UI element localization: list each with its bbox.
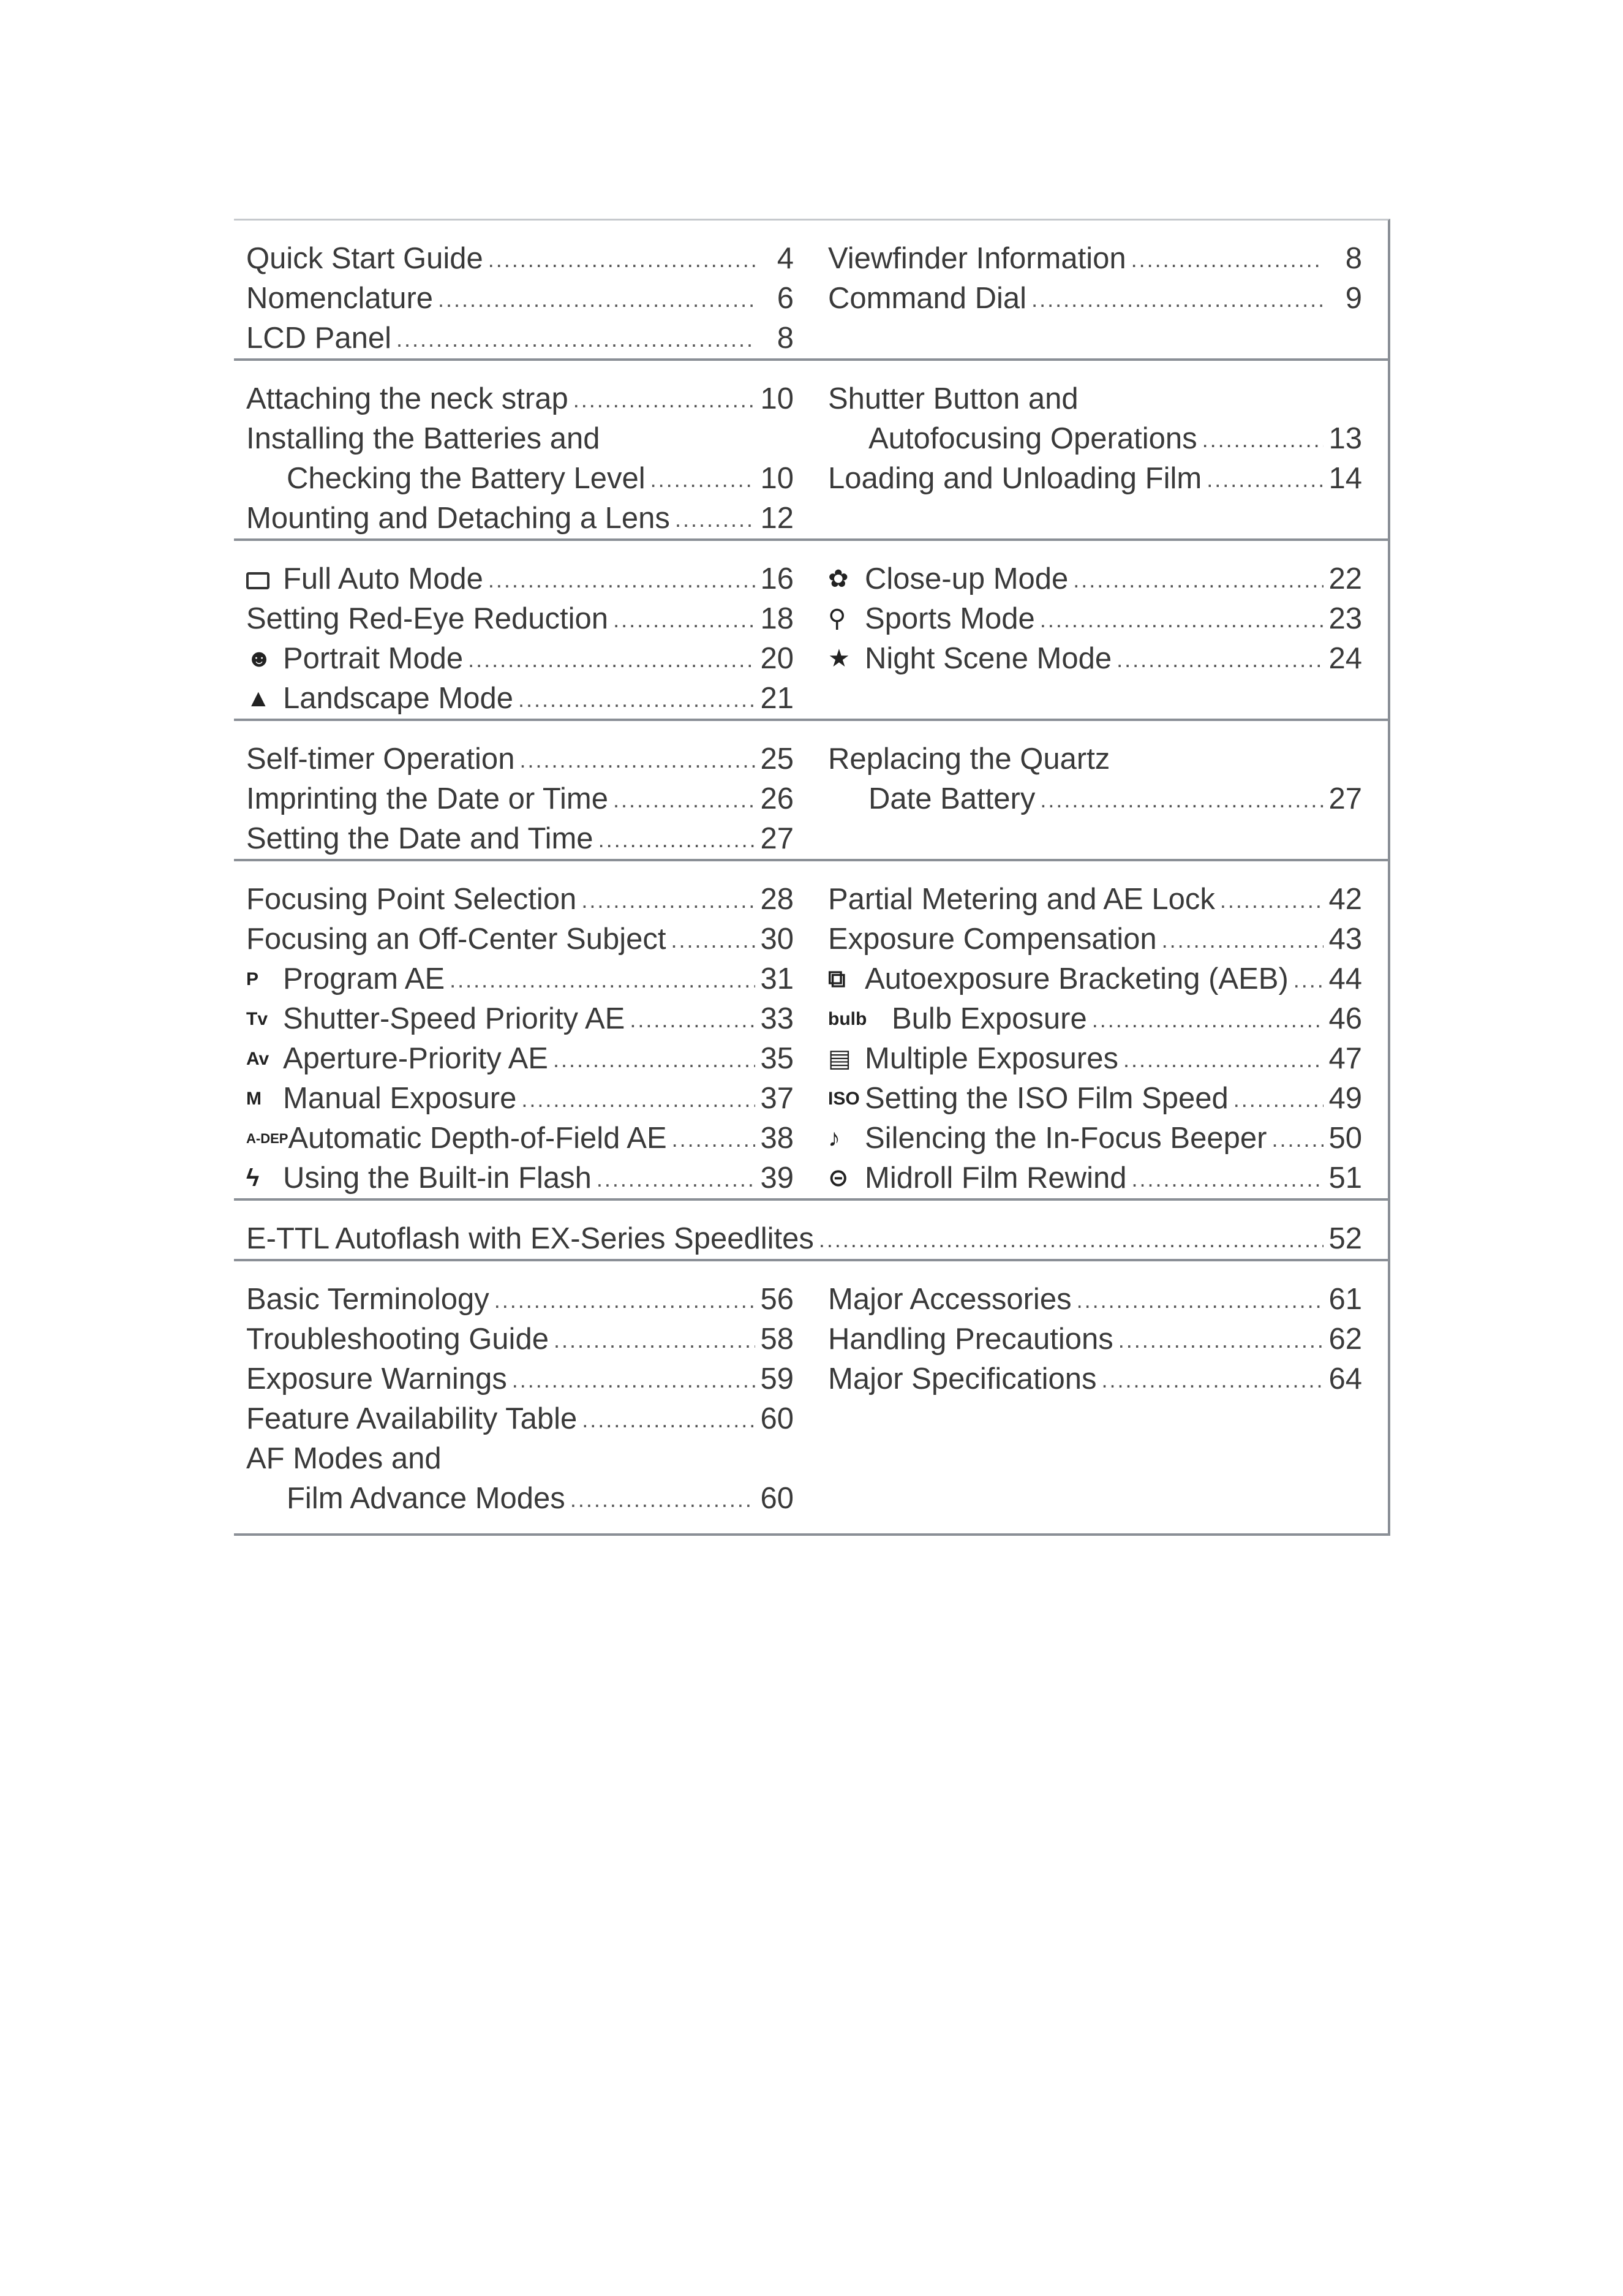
toc-entry[interactable]: [246, 1219, 1362, 1259]
entry-page: 12: [760, 502, 794, 535]
leader-dots: [650, 470, 756, 489]
leader-dots: [1220, 891, 1324, 910]
program-ae-icon: P: [246, 969, 259, 989]
entry-title: Setting Red-Eye Reduction: [246, 602, 609, 635]
toc-entry[interactable]: [246, 779, 794, 819]
toc-entry[interactable]: [828, 1158, 1362, 1198]
leader-dots: [1294, 971, 1324, 989]
entry-title: Exposure Compensation: [828, 923, 1157, 956]
toc-entry[interactable]: [828, 459, 1362, 499]
bulb-icon: bulb: [828, 1009, 867, 1029]
leader-dots: [488, 251, 756, 269]
toc-column-right: [811, 721, 1388, 859]
manual-exposure-icon: M: [246, 1089, 262, 1109]
toc-entry[interactable]: [246, 1320, 794, 1359]
entry-page: 60: [760, 1482, 794, 1515]
toc-section-reference: [234, 1259, 1390, 1536]
entry-title: Self-timer Operation: [246, 742, 515, 776]
leader-dots: [1092, 1011, 1324, 1029]
entry-title: Nomenclature: [246, 282, 434, 315]
leader-dots: [468, 651, 755, 669]
entry-title: LCD Panel: [246, 322, 391, 355]
entry-title: Partial Metering and AE Lock: [828, 883, 1215, 916]
leader-dots: [613, 611, 755, 629]
toc-entry[interactable]: [828, 779, 1362, 819]
entry-page: 20: [760, 642, 794, 675]
toc-entry[interactable]: [246, 1158, 794, 1198]
entry-page: 26: [760, 782, 794, 815]
a-dep-icon: A-DEP: [246, 1131, 288, 1146]
toc-entry[interactable]: [246, 1359, 794, 1399]
entry-title: Handling Precautions: [828, 1323, 1113, 1356]
entry-title: Landscape Mode: [283, 682, 513, 715]
leader-dots: [1233, 1090, 1324, 1109]
entry-title: Focusing an Off-Center Subject: [246, 923, 666, 956]
toc-entry[interactable]: [828, 639, 1362, 679]
entry-page: 46: [1328, 1002, 1362, 1035]
toc-entry[interactable]: [246, 379, 794, 419]
toc-entry[interactable]: [828, 599, 1362, 639]
entry-title: Program AE: [283, 962, 445, 995]
flash-icon: ϟ: [246, 1165, 260, 1191]
entry-page: 58: [760, 1323, 794, 1356]
entry-title: Aperture-Priority AE: [283, 1042, 548, 1075]
toc-entry[interactable]: [828, 1119, 1362, 1158]
entry-page: 61: [1328, 1283, 1362, 1316]
entry-page: 4: [777, 242, 794, 275]
toc-entry[interactable]: [828, 920, 1362, 959]
toc-entry-heading[interactable]: [828, 379, 1362, 419]
toc-entry[interactable]: [246, 1479, 794, 1519]
aperture-priority-icon: Av: [246, 1049, 269, 1069]
toc-entry[interactable]: [246, 1039, 794, 1079]
toc-entry[interactable]: [246, 959, 794, 999]
leader-dots: [1271, 1130, 1324, 1149]
entry-page: 47: [1328, 1042, 1362, 1075]
landscape-icon: ▲: [246, 685, 271, 712]
toc-entry-heading[interactable]: [828, 739, 1362, 779]
entry-title: Checking the Battery Level: [287, 462, 646, 495]
toc-entry[interactable]: [246, 239, 794, 279]
aeb-bracketing-icon: ⧉: [828, 965, 846, 992]
entry-page: 10: [760, 382, 794, 415]
toc-entry[interactable]: [828, 559, 1362, 599]
leader-dots: [1131, 1170, 1324, 1188]
toc-column-right: [811, 541, 1388, 719]
leader-dots: [581, 891, 755, 910]
entry-title: Setting the ISO Film Speed: [865, 1082, 1229, 1115]
entry-page: 62: [1328, 1323, 1362, 1356]
toc-column-full: [234, 1201, 1388, 1259]
leader-dots: [1207, 470, 1324, 489]
entry-title: Loading and Unloading Film: [828, 462, 1202, 495]
entry-page: 43: [1328, 923, 1362, 956]
entry-page: 16: [760, 562, 794, 595]
toc-column-right: [811, 1261, 1388, 1533]
toc-entry[interactable]: [246, 599, 794, 639]
leader-dots: [518, 690, 756, 709]
toc-section-exposure: [234, 859, 1390, 1198]
entry-title: Major Accessories: [828, 1283, 1072, 1316]
close-up-flower-icon: ✿: [828, 565, 849, 592]
entry-page: 60: [760, 1402, 794, 1435]
entry-title: Full Auto Mode: [283, 562, 483, 595]
toc-entry[interactable]: [828, 279, 1362, 319]
entry-page: 42: [1328, 883, 1362, 916]
entry-page: 8: [1345, 242, 1362, 275]
entry-title: Sports Mode: [865, 602, 1035, 635]
toc-section-setup: [234, 358, 1390, 538]
leader-dots: [450, 971, 755, 989]
entry-title: Troubleshooting Guide: [246, 1323, 549, 1356]
entry-title: Midroll Film Rewind: [865, 1161, 1127, 1195]
entry-page: 37: [760, 1082, 794, 1115]
entry-title: Multiple Exposures: [865, 1042, 1118, 1075]
entry-page: 9: [1345, 282, 1362, 315]
entry-page: 52: [1328, 1222, 1362, 1255]
entry-title: Autoexposure Bracketing (AEB): [865, 962, 1289, 995]
toc-column-left: [234, 361, 811, 538]
toc-entry[interactable]: [246, 319, 794, 358]
entry-page: 28: [760, 883, 794, 916]
entry-page: 8: [777, 322, 794, 355]
toc-entry[interactable]: [828, 880, 1362, 920]
beeper-sound-icon: ♪: [828, 1125, 840, 1152]
leader-dots: [630, 1011, 755, 1029]
leader-dots: [553, 1051, 755, 1069]
leader-dots: [438, 290, 756, 309]
leader-dots: [1031, 290, 1324, 309]
leader-dots: [819, 1231, 1324, 1249]
entry-page: 22: [1328, 562, 1362, 595]
toc-entry[interactable]: [828, 999, 1362, 1039]
entry-page: 44: [1328, 962, 1362, 995]
entry-title: Autofocusing Operations: [868, 422, 1197, 455]
entry-title: Night Scene Mode: [865, 642, 1112, 675]
toc-column-left: [234, 721, 811, 859]
entry-page: 6: [777, 282, 794, 315]
entry-title: Quick Start Guide: [246, 242, 483, 275]
toc-entry[interactable]: [828, 1079, 1362, 1119]
leader-dots: [1118, 1331, 1324, 1350]
entry-title: Film Advance Modes: [287, 1482, 565, 1515]
entry-page: 31: [760, 962, 794, 995]
entry-page: 18: [760, 602, 794, 635]
leader-dots: [1073, 571, 1324, 589]
entry-title: Feature Availability Table: [246, 1402, 578, 1435]
toc-entry[interactable]: [828, 1359, 1362, 1399]
entry-page: 13: [1328, 422, 1362, 455]
entry-title: Shutter-Speed Priority AE: [283, 1002, 625, 1035]
toc-entry[interactable]: [246, 999, 794, 1039]
leader-dots: [597, 1170, 756, 1188]
leader-dots: [1040, 791, 1324, 809]
entry-title: Attaching the neck strap: [246, 382, 568, 415]
toc-entry[interactable]: [828, 1280, 1362, 1320]
toc-entry[interactable]: [246, 499, 794, 538]
portrait-icon: ☻: [246, 645, 273, 672]
entry-page: 21: [760, 682, 794, 715]
toc-column-right: [811, 361, 1388, 538]
leader-dots: [396, 330, 756, 349]
entry-page: 14: [1328, 462, 1362, 495]
toc-section-modes: [234, 538, 1390, 719]
entry-page: 10: [760, 462, 794, 495]
entry-title: Mounting and Detaching a Lens: [246, 502, 670, 535]
entry-title: Major Specifications: [828, 1362, 1097, 1395]
entry-page: 59: [760, 1362, 794, 1395]
entry-page: 33: [760, 1002, 794, 1035]
toc-entry[interactable]: [246, 1280, 794, 1320]
entry-title: AF Modes and: [246, 1442, 442, 1475]
entry-title: Bulb Exposure: [892, 1002, 1087, 1035]
entry-title: Automatic Depth-of-Field AE: [288, 1122, 667, 1155]
leader-dots: [1123, 1051, 1324, 1069]
multiple-exposure-icon: ▤: [828, 1045, 851, 1072]
leader-dots: [512, 1371, 756, 1389]
leader-dots: [494, 1291, 756, 1310]
toc-entry[interactable]: [828, 1039, 1362, 1079]
table-of-contents: [234, 219, 1390, 1536]
leader-dots: [573, 391, 756, 409]
leader-dots: [1202, 431, 1324, 449]
entry-title: Basic Terminology: [246, 1283, 489, 1316]
entry-page: 27: [760, 822, 794, 855]
toc-entry[interactable]: [828, 1320, 1362, 1359]
leader-dots: [613, 791, 756, 809]
toc-entry[interactable]: [246, 1399, 794, 1439]
entry-title: Shutter Button and: [828, 382, 1079, 415]
entry-title: Viewfinder Information: [828, 242, 1126, 275]
leader-dots: [1077, 1291, 1324, 1310]
entry-page: 56: [760, 1283, 794, 1316]
leader-dots: [671, 931, 755, 950]
toc-entry[interactable]: [246, 639, 794, 679]
full-auto-icon: [246, 572, 269, 589]
toc-entry[interactable]: [246, 739, 794, 779]
toc-entry[interactable]: [828, 239, 1362, 279]
toc-column-left: [234, 221, 811, 358]
entry-title: Manual Exposure: [283, 1082, 517, 1115]
entry-page: 38: [760, 1122, 794, 1155]
entry-page: 39: [760, 1161, 794, 1195]
toc-entry[interactable]: [246, 920, 794, 959]
leader-dots: [582, 1411, 755, 1429]
entry-title: Setting the Date and Time: [246, 822, 593, 855]
sports-runner-icon: ⚲: [828, 605, 846, 632]
leader-dots: [519, 751, 755, 769]
entry-title: Using the Built-in Flash: [283, 1161, 592, 1195]
film-rewind-icon: ⊝: [828, 1165, 849, 1191]
entry-title: Close-up Mode: [865, 562, 1069, 595]
entry-page: 30: [760, 923, 794, 956]
entry-title: Imprinting the Date or Time: [246, 782, 608, 815]
toc-column-left: [234, 861, 811, 1198]
toc-entry-heading[interactable]: [246, 419, 794, 459]
toc-column-right: [811, 861, 1388, 1198]
night-scene-icon: ★: [828, 645, 850, 672]
leader-dots: [675, 510, 756, 529]
iso-icon: ISO: [828, 1089, 860, 1109]
entry-page: 27: [1328, 782, 1362, 815]
entry-page: 51: [1328, 1161, 1362, 1195]
leader-dots: [1162, 931, 1324, 950]
entry-page: 25: [760, 742, 794, 776]
toc-entry[interactable]: [828, 959, 1362, 999]
entry-page: 64: [1328, 1362, 1362, 1395]
entry-page: 35: [760, 1042, 794, 1075]
entry-title: Date Battery: [868, 782, 1036, 815]
entry-title: Command Dial: [828, 282, 1027, 315]
shutter-priority-icon: Tv: [246, 1009, 268, 1029]
leader-dots: [672, 1130, 756, 1149]
leader-dots: [1131, 251, 1324, 269]
entry-page: 23: [1328, 602, 1362, 635]
toc-entry[interactable]: [246, 559, 794, 599]
entry-title: Exposure Warnings: [246, 1362, 507, 1395]
toc-section-speedlites: [234, 1198, 1390, 1259]
toc-entry[interactable]: [246, 1079, 794, 1119]
leader-dots: [554, 1331, 756, 1350]
toc-entry[interactable]: [246, 819, 794, 859]
leader-dots: [1101, 1371, 1324, 1389]
leader-dots: [598, 831, 756, 849]
entry-title: Portrait Mode: [283, 642, 464, 675]
entry-title: Installing the Batteries and: [246, 422, 600, 455]
toc-column-left: [234, 1261, 811, 1533]
entry-title: Silencing the In-Focus Beeper: [865, 1122, 1267, 1155]
entry-page: 49: [1328, 1082, 1362, 1115]
toc-entry[interactable]: [246, 880, 794, 920]
toc-section-date-timer: [234, 719, 1390, 859]
entry-page: 24: [1328, 642, 1362, 675]
entry-title: Focusing Point Selection: [246, 883, 577, 916]
leader-dots: [521, 1090, 755, 1109]
entry-title: Replacing the Quartz: [828, 742, 1110, 776]
leader-dots: [570, 1490, 756, 1509]
toc-entry[interactable]: [246, 1119, 794, 1158]
leader-dots: [488, 571, 756, 589]
leader-dots: [1040, 611, 1324, 629]
entry-title: E-TTL Autoflash with EX-Series Speedlites: [246, 1222, 814, 1255]
toc-entry[interactable]: [246, 459, 794, 499]
toc-entry[interactable]: [246, 279, 794, 319]
leader-dots: [1117, 651, 1324, 669]
entry-page: 50: [1328, 1122, 1362, 1155]
toc-entry[interactable]: [246, 679, 794, 719]
toc-entry[interactable]: [828, 419, 1362, 459]
toc-column-left: [234, 541, 811, 719]
toc-entry-heading[interactable]: [246, 1439, 794, 1479]
toc-column-right: [811, 221, 1388, 358]
toc-section-basics: [234, 219, 1390, 358]
